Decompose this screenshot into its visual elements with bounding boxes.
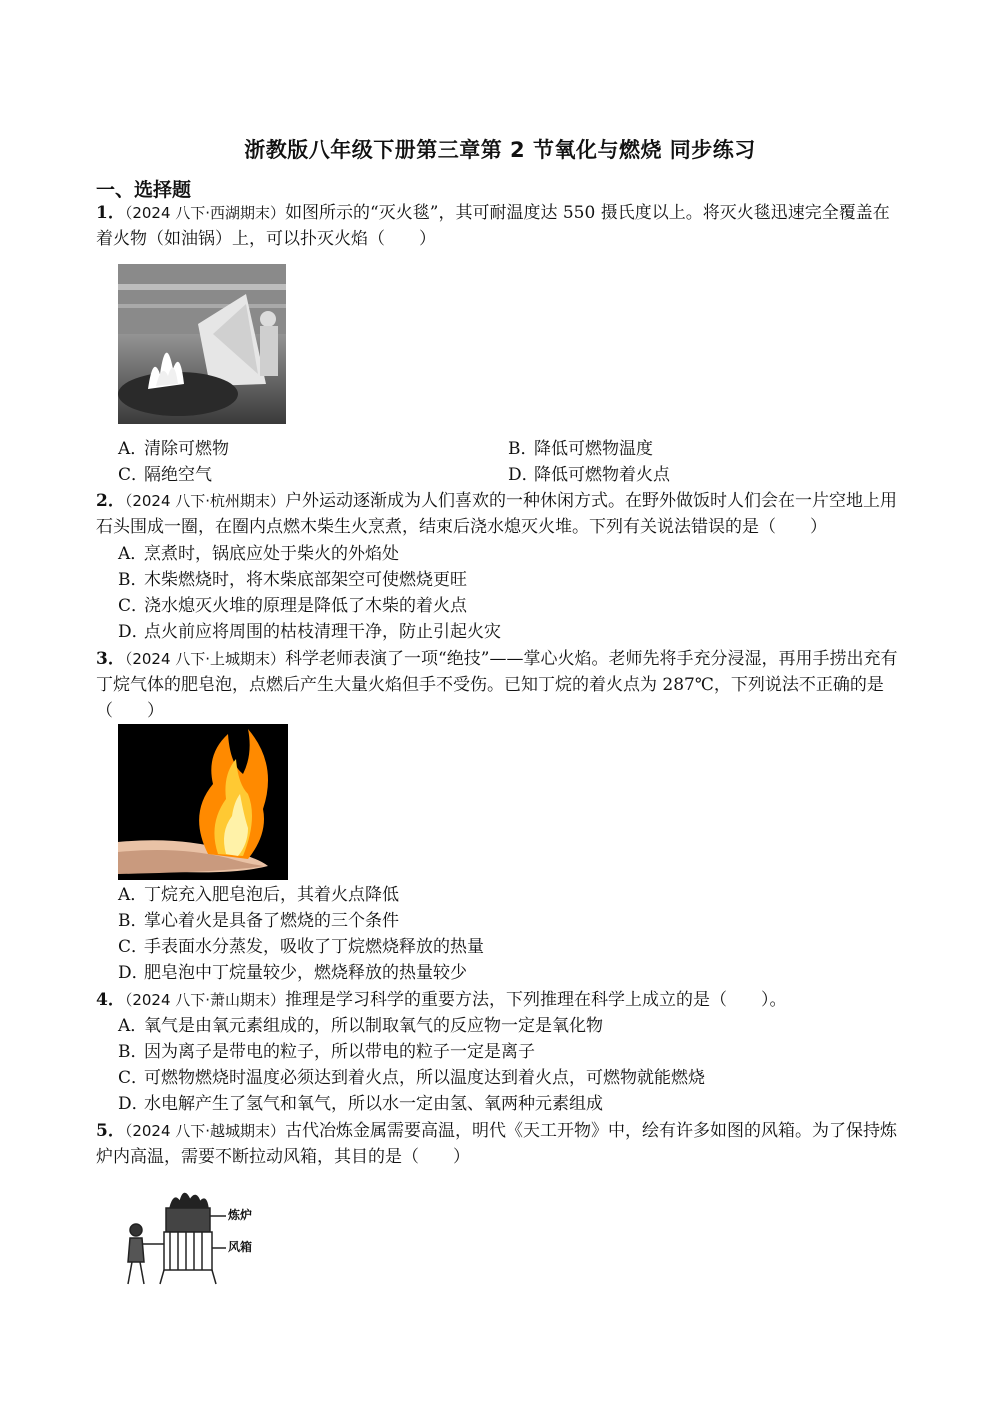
option-text: 氧气是由氧元素组成的，所以制取氧气的反应物一定是氧化物 [144,1016,603,1036]
option-letter: D． [118,622,149,642]
option-text: 因为离子是带电的粒子，所以带电的粒子一定是离子 [144,1042,535,1062]
question-4 [96,987,906,1013]
option-letter: C． [118,1068,149,1088]
option-text: 降低可燃物温度 [534,439,653,459]
option-text: 浇水熄灭火堆的原理是降低了木柴的着火点 [144,596,467,616]
question-text: 推理是学习科学的重要方法，下列推理在科学上成立的是（ ）。 [285,990,787,1010]
fire-blanket-photo [118,264,286,424]
question-text: 户外运动逐渐成为人们喜欢的一种休闲方式。在野外做饭时人们会在一片空地上用石头围成一圈，在圈内点燃木柴生火烹煮，结束后浇水熄灭火堆。下列有关说法错误的是（ ） [96,491,898,537]
question-text: 科学老师表演了一项“绝技”——掌心火焰。老师先将手充分浸湿，再用手捞出充有丁烷气体的肥皂泡，点燃后产生大量火焰但手不受伤。已知丁烷的着火点为 287℃，下列说法不正确的是（ ） [96,649,898,721]
option-text: 肥皂泡中丁烷量较少，燃烧释放的热量较少 [144,963,467,983]
option-text: 点火前应将周围的枯枝清理干净，防止引起火灾 [144,622,501,642]
option-letter: A． [118,439,148,459]
option-3b [118,908,399,934]
option-2b [118,567,467,593]
question-source: （2024 八下·西湖期末） [124,204,286,222]
furnace-label: 炼炉 [228,1208,253,1222]
option-letter: D． [118,963,149,983]
option-3a [118,882,399,908]
option-text: 水电解产生了氢气和氧气，所以水一定由氢、氧两种元素组成 [144,1094,603,1114]
option-letter: A． [118,1016,148,1036]
question-3 [96,646,906,724]
question-source: （2024 八下·越城期末） [124,1122,286,1140]
option-letter: C． [118,937,149,957]
option-4a [118,1013,603,1039]
option-1b [508,436,653,462]
option-text: 丁烷充入肥皂泡后，其着火点降低 [144,885,399,905]
option-text: 掌心着火是具备了燃烧的三个条件 [144,911,399,931]
option-letter: D． [118,1094,149,1114]
palm-flame-photo [118,724,288,880]
option-text: 清除可燃物 [144,439,229,459]
option-3c [118,934,484,960]
option-4c [118,1065,705,1091]
option-text: 木柴燃烧时，将木柴底部架空可使燃烧更旺 [144,570,467,590]
option-text: 烹煮时，锅底应处于柴火的外焰处 [144,544,399,564]
option-1a [118,436,229,462]
question-number: 3． [96,649,125,669]
option-2c [118,593,467,619]
option-2d [118,619,501,645]
question-2 [96,488,906,540]
option-text: 手表面水分蒸发，吸收了丁烷燃烧释放的热量 [144,937,484,957]
option-letter: B． [118,911,148,931]
question-text: 古代冶炼金属需要高温，明代《天工开物》中，绘有许多如图的风箱。为了保持炼炉内高温，需要不断拉动风箱，其目的是（ ） [96,1121,898,1167]
question-text: 如图所示的“灭火毯”，其可耐温度达 550 摄氏度以上。将灭火毯迅速完全覆盖在着火物（如油锅）上，可以扑灭火焰（ ） [96,203,890,249]
question-number: 1． [96,203,125,223]
question-number: 4． [96,990,125,1010]
option-4b [118,1039,535,1065]
option-letter: A． [118,885,148,905]
option-1d [508,462,670,488]
option-3d [118,960,467,986]
section-heading: 一、选择题 [96,179,192,201]
option-2a [118,541,399,567]
question-number: 2． [96,491,125,511]
question-source: （2024 八下·上城期末） [124,650,286,668]
question-1 [96,200,906,252]
page-title: 浙教版八年级下册第三章第 2 节氧化与燃烧 同步练习 [244,138,756,162]
question-number: 5． [96,1121,125,1141]
option-text: 可燃物燃烧时温度必须达到着火点，所以温度达到着火点，可燃物就能燃烧 [144,1068,705,1088]
option-letter: B． [118,570,148,590]
option-text: 隔绝空气 [144,465,212,485]
bellows-label: 风箱 [228,1240,253,1254]
option-4d [118,1091,603,1117]
question-5 [96,1118,906,1170]
question-source: （2024 八下·萧山期末） [124,991,286,1009]
option-letter: D． [508,465,539,485]
option-letter: B． [118,1042,148,1062]
option-letter: B． [508,439,538,459]
option-letter: A． [118,544,148,564]
bellows-furnace-illustration [118,1186,268,1288]
option-letter: C． [118,465,149,485]
option-1c [118,462,212,488]
question-source: （2024 八下·杭州期末） [124,492,286,510]
option-text: 降低可燃物着火点 [534,465,670,485]
option-letter: C． [118,596,149,616]
